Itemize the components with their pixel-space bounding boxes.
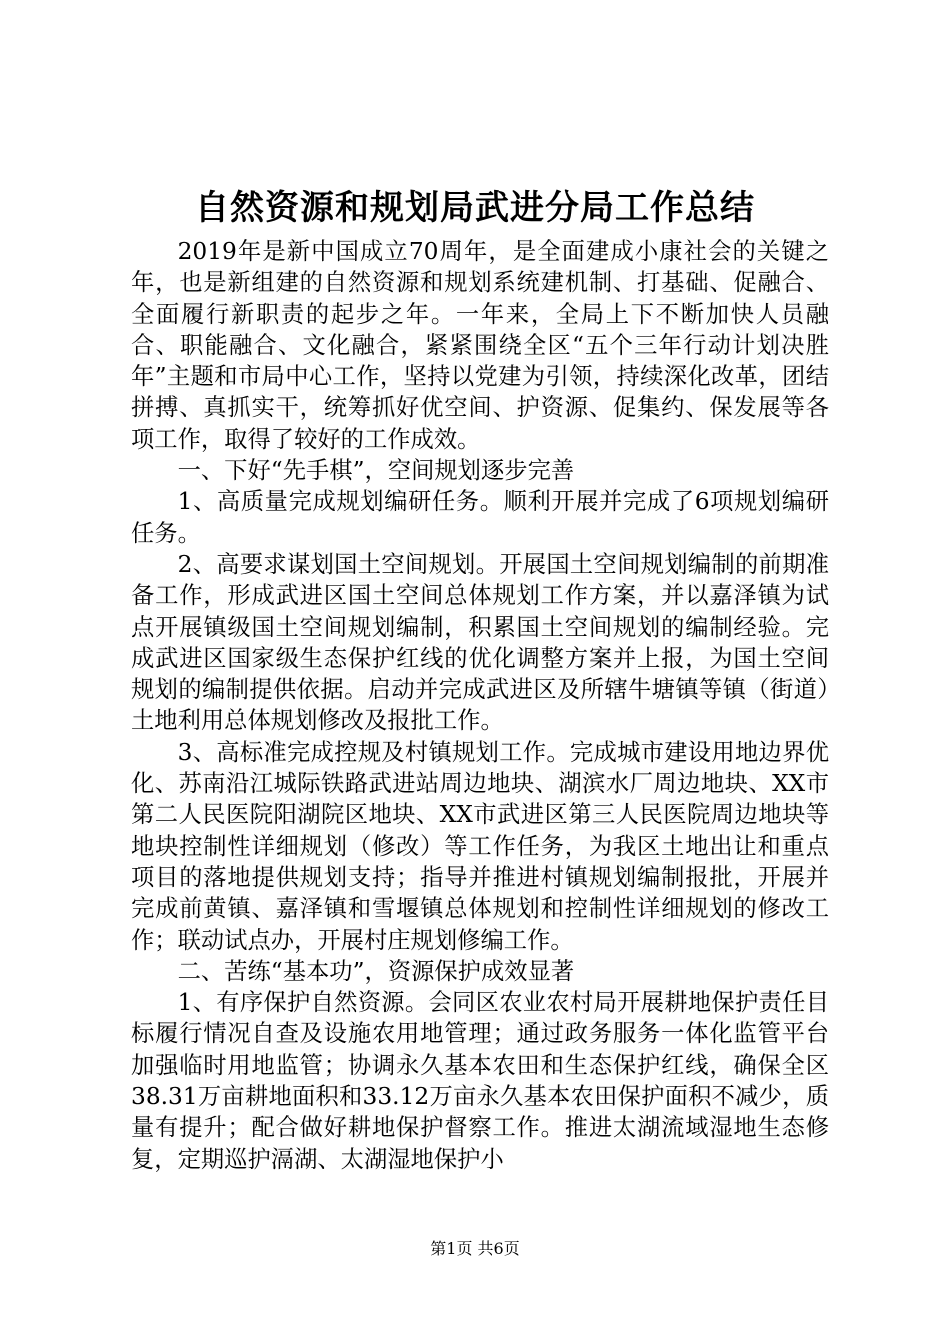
- paragraph-2-1: 1、有序保护自然资源。会同区农业农村局开展耕地保护责任目标履行情况自查及设施农用地管理；通过政务服务一体化监管平台加强临时用地监管；协调永久基本农田和生态保护红线，确保全区38.31万亩耕地面积和33.12万亩永久基本农田保护面积不减少，质量有提升；配合做好耕地保护督察工作。推进太湖流域湿地生态修复，定期巡护滆湖、太湖湿地保护小: [131, 989, 829, 1173]
- page-footer: 第1页 共6页: [430, 1239, 520, 1258]
- document-body: [131, 236, 829, 1175]
- paragraph-intro: 2019年是新中国成立70周年，是全面建成小康社会的关键之年，也是新组建的自然资源和规划系统建机制、打基础、促融合、全面履行新职责的起步之年。一年来，全局上下不断加快人员融合、职能融合、文化融合，紧紧围绕全区“五个三年行动计划决胜年”主题和市局中心工作，坚持以党建为引领，持续深化改革，团结拼搏、真抓实干，统筹抓好优空间、护资源、促集约、保发展等各项工作，取得了较好的工作成效。: [131, 238, 829, 453]
- section-heading-2: 二、苦练“基本功”，资源保护成效显著: [177, 957, 575, 985]
- paragraph-1-2: 2、高要求谋划国土空间规划。开展国土空间规划编制的前期准备工作，形成武进区国土空间总体规划工作方案，并以嘉泽镇为试点开展镇级国土空间规划编制，积累国土空间规划的编制经验。完成武进区国家级生态保护红线的优化调整方案并上报，为国土空间规划的编制提供依据。启动并完成武进区及所辖牛塘镇等镇（街道）土地利用总体规划修改及报批工作。: [131, 550, 829, 735]
- paragraph-1-3: 3、高标准完成控规及村镇规划工作。完成城市建设用地边界优化、苏南沿江城际铁路武进站周边地块、湖滨水厂周边地块、XX市第二人民医院阳湖院区地块、XX市武进区第三人民医院周边地块等地块控制性详细规划（修改）等工作任务，为我区土地出让和重点项目的落地提供规划支持；指导并推进村镇规划编制报批，开展并完成前黄镇、嘉泽镇和雪堰镇总体规划和控制性详细规划的修改工作；联动试点办，开展村庄规划修编工作。: [131, 738, 829, 954]
- section-heading-1: 一、下好“先手棋”，空间规划逐步完善: [177, 457, 575, 485]
- paragraph-1-1: 1、高质量完成规划编研任务。顺利开展并完成了6项规划编研任务。: [131, 488, 829, 547]
- document-title: 自然资源和规划局武进分局工作总结: [195, 188, 755, 228]
